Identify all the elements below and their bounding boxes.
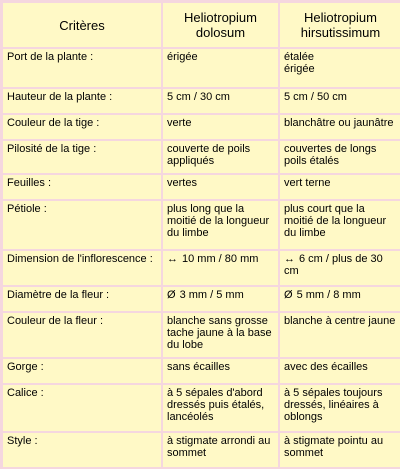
criterion-cell: Calice : [3, 385, 161, 431]
species-1-value: vertes [163, 175, 278, 199]
species-1-text: 3 mm / 5 mm [179, 289, 244, 301]
diameter-icon: Ø [284, 289, 293, 301]
table-row [3, 89, 400, 113]
species-2-value: blanchâtre ou jaunâtre [280, 115, 400, 139]
table-row [3, 175, 400, 199]
table-row [3, 115, 400, 139]
table-row [3, 287, 400, 311]
species-2-value: vert terne [280, 175, 400, 199]
species-2-text: 6 cm / plus de 30 cm [284, 253, 383, 277]
header-species-2 [280, 3, 400, 47]
species-2-value: avec des écailles [280, 359, 400, 383]
criterion-cell: Port de la plante : [3, 49, 161, 87]
criterion-cell: Feuilles : [3, 175, 161, 199]
table-row [3, 251, 400, 285]
comparison-table [1, 1, 400, 469]
criterion-cell: Gorge : [3, 359, 161, 383]
species-1-value: blanche sans grosse tache jaune à la base du lobe [163, 313, 278, 357]
species-1-value: plus long que la moitié de la longueur du limbe [163, 201, 278, 249]
criterion-cell: Pétiole : [3, 201, 161, 249]
header-species-1 [163, 3, 278, 47]
species-2-value: plus court que la moitié de la longueur du limbe [280, 201, 400, 249]
criterion-cell: Couleur de la fleur : [3, 313, 161, 357]
species-1-value: 5 cm / 30 cm [163, 89, 278, 113]
width-arrow-icon: ↔ [284, 253, 295, 265]
criterion-cell: Hauteur de la plante : [3, 89, 161, 113]
header-species-1-text: Heliotropium dolosum [184, 10, 257, 40]
species-1-value: couverte de poils appliqués [163, 141, 278, 173]
species-2-value: couvertes de longs poils étalés [280, 141, 400, 173]
species-1-text: 10 mm / 80 mm [182, 253, 259, 265]
species-2-value: 5 cm / 50 cm [280, 89, 400, 113]
criterion-cell: Diamètre de la fleur : [3, 287, 161, 311]
criterion-cell: Pilosité de la tige : [3, 141, 161, 173]
species-1-value: à 5 sépales d'abord dressés puis étalés, lancéolés [163, 385, 278, 431]
species-2-value [280, 287, 400, 311]
comparison-panel [1, 1, 399, 465]
table-row [3, 359, 400, 383]
table-row [3, 201, 400, 249]
species-1-value: érigée [163, 49, 278, 87]
criterion-cell: Style : [3, 433, 161, 467]
width-arrow-icon: ↔ [167, 253, 178, 265]
header-row [3, 3, 400, 47]
criterion-cell: Couleur de la tige : [3, 115, 161, 139]
diameter-icon: Ø [167, 289, 176, 301]
species-2-value: à stigmate pointu au sommet [280, 433, 400, 467]
species-2-value: à 5 sépales toujours dressés, linéaires à oblongs [280, 385, 400, 431]
species-2-value: étalée érigée [280, 49, 400, 87]
header-species-2-text: Heliotropium hirsutissimum [300, 10, 381, 40]
species-2-text: 5 mm / 8 mm [296, 289, 361, 301]
table-row [3, 313, 400, 357]
header-criteria: Critères [3, 3, 161, 47]
table-row [3, 141, 400, 173]
table-row [3, 49, 400, 87]
species-2-value: blanche à centre jaune [280, 313, 400, 357]
criterion-cell: Dimension de l'inflorescence : [3, 251, 161, 285]
species-1-value: verte [163, 115, 278, 139]
species-1-value [163, 287, 278, 311]
table-row [3, 433, 400, 467]
species-1-value [163, 251, 278, 285]
species-2-value [280, 251, 400, 285]
species-1-value: sans écailles [163, 359, 278, 383]
species-1-value: à stigmate arrondi au sommet [163, 433, 278, 467]
table-row [3, 385, 400, 431]
